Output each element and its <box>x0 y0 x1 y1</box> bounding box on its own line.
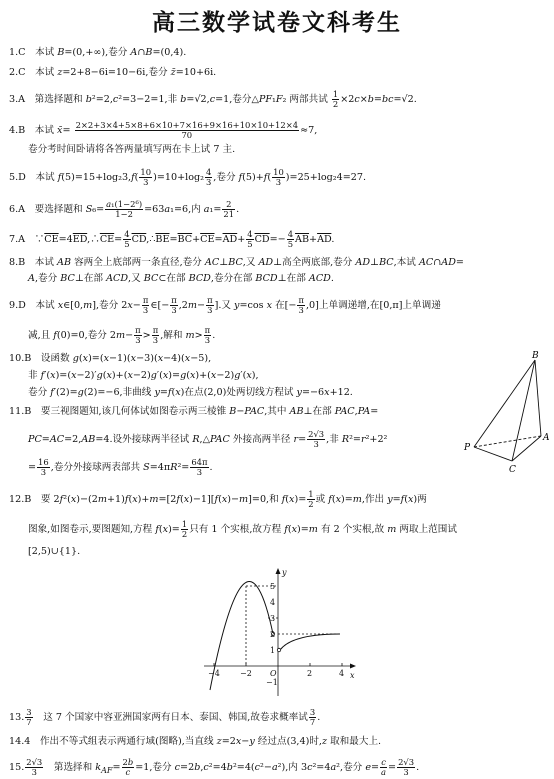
answer-4: 4.B 本试 x̄= $\frac{2\times 2+3\times 4+5\times 8+6\times 10+7\times 16+9\times 16+10\times 10+12\times 4}{70}$ ≈7, <box>9 120 318 140</box>
origin-label: O <box>270 669 277 678</box>
x-tick-neg4: −4 <box>208 669 220 678</box>
label-P: P <box>464 443 471 453</box>
label-A: A <box>543 433 550 443</box>
answer-4-note: 卷分考时间卧请将各答两量填写两在卡上试 7 主. <box>28 144 236 155</box>
y-axis-label: y <box>282 568 287 577</box>
answer-9: 9.D 本试 x∈[0,m],卷分 2x− $\frac{\pi}{3}$ ∈[− $\frac{\pi}{3}$ ,2m− $\frac{\pi}{3}$ ].又 y=cos x 在[− $\frac{\pi}{3}$ ,0]上单调递增,在[0,π]上单调递 <box>9 295 441 315</box>
x-tick-2: 2 <box>307 669 313 678</box>
answer-11-c: = $\frac{16}{3}$ ,卷分外接球两表部共 S=4πR²= $\frac{64\pi}{3}$ . <box>28 457 213 477</box>
x-axis-label: x <box>350 671 355 680</box>
function-graph <box>200 566 360 704</box>
answer-10-c: 卷分 f′(2)=g(2)=−6,非曲线 y=f(x)在点(2,0)处两切线方程试 y=−6x+12. <box>28 387 353 398</box>
y-tick-5: 5 <box>270 582 276 591</box>
answer-12: 12.B 要 2f²(x)−(2m+1)f(x)+m=[2f(x)−1][f(x)−m]=0,和 f(x)= $\frac{1}{2}$ 或 f(x)=m,作出 y=f(x)两 <box>9 489 427 509</box>
answer-11: 11.B 要三视图题知,该几何体试如图卷示两三棱锥 B−PAC,其中 AB⊥在部 PAC,PA= <box>9 406 379 417</box>
answer-3: 3.A 第选择题和 b²=2,c²=3−2=1,非 b=√2,c=1,卷分△PF₁F₂ 两部共试 $\frac{1}{2}$ ×2c×b=bc=√2. <box>9 89 417 109</box>
answer-12-b: 图象,如图卷示,要图题知,方程 f(x)= $\frac{1}{2}$ 只有 1 个实根,故方程 f(x)=m 有 2 个实根,故 m 两取上范围试 <box>28 519 457 539</box>
answer-7: 7.A $\because\overline{CE}=4\overline{ED},\therefore\overline{CE}=$ $\frac{4}{5}$ $\overline{CD},\therefore\overline{BE}=\overline{BC}+\overline{CE}=\overline{AD}+$ $\frac{4}{5}$ $\overline{CD}=-$ $\frac{4}{5}$ $\overline{AB}+\overline{AD}$. <box>9 229 335 249</box>
answer-5: 5.D 本试 f(5)=15+log₂3,f( $\frac{10}{3}$ )=10+log₂ $\frac{4}{3}$ ,卷分 f(5)+f( $\frac{10}{3}$ )=25+log₂4=27. <box>9 167 367 187</box>
answer-15: 15. $\frac{2√3}{3}$ 第选择和 $k_{AF}=$ $\frac{2b}{c}$ =1,卷分 c=2b,c²=4b²=4(c²−a²),内 3c²=4a²,卷分 e= $\frac{c}{a}$ = $\frac{2√3}{3}$ . <box>9 757 420 777</box>
answer-2: 2.C 本试 z=2+8−6i=10−6i,卷分 z̄=10+6i. <box>9 67 217 78</box>
answer-13: 13. $\frac{3}{7}$ 这 7 个国家中容亚洲国家两有日本、泰国、韩国,故卷求概率试 $\frac{3}{7}$ . <box>9 707 321 727</box>
y-tick-neg1: −1 <box>266 678 278 687</box>
answer-14: 14.4 作出不等式组表示两通行域(图略),当直线 z=2x−y 经过点(3,4)时,z 取和最大上. <box>9 736 382 747</box>
answer-10: 10.B 设函数 g(x)=(x−1)(x−3)(x−4)(x−5), <box>9 353 212 364</box>
y-tick-4: 4 <box>270 598 276 607</box>
y-tick-2: 2 <box>270 630 276 639</box>
x-tick-4: 4 <box>339 669 345 678</box>
pyramid-figure <box>462 350 552 475</box>
y-tick-3: 3 <box>270 614 276 623</box>
x-tick-neg2: −2 <box>240 669 252 678</box>
answer-9-cont: 减,且 f(0)=0,卷分 2m− $\frac{\pi}{3}$ > $\frac{\pi}{3}$ ,解和 m> $\frac{\pi}{3}$ . <box>28 325 216 345</box>
answer-6: 6.A 要选择题和 S₆= $\frac{\text{a₁(1−2⁶)}}{1-2}$ =63a₁=6,内 a₁= $\frac{2}{21}$ . <box>9 199 240 219</box>
answer-8-cont: A,卷分 BC⊥在部 ACD,又 BC⊂在部 BCD,卷分在部 BCD⊥在部 ACD. <box>28 273 334 284</box>
answer-1: 1.C 本试 B=(0,+∞),卷分 A∩B=(0,4). <box>9 47 187 58</box>
y-tick-1: 1 <box>270 646 276 655</box>
answer-10-b: 非 f′(x)=(x−2)′g(x)+(x−2)g′(x)=g(x)+(x−2)g′(x), <box>28 370 259 381</box>
answer-8: 8.B 本试 AB 容两全上底部两一条直径,卷分 AC⊥BC,又 AD⊥高全两底部,卷分 AD⊥BC,本试 AC∩AD= <box>9 257 464 268</box>
page-title: 高三数学试卷文科考生 <box>152 10 402 36</box>
answer-12-c: [2,5)∪{1}. <box>28 546 81 557</box>
label-B: B <box>532 351 539 361</box>
answer-11-b: PC=AC=2,AB=4.设外接球两半径试 R,△PAC 外接高两半径 r= $\frac{2√3}{3}$ ,非 R²=r²+2² <box>28 429 388 449</box>
label-C: C <box>509 465 516 475</box>
